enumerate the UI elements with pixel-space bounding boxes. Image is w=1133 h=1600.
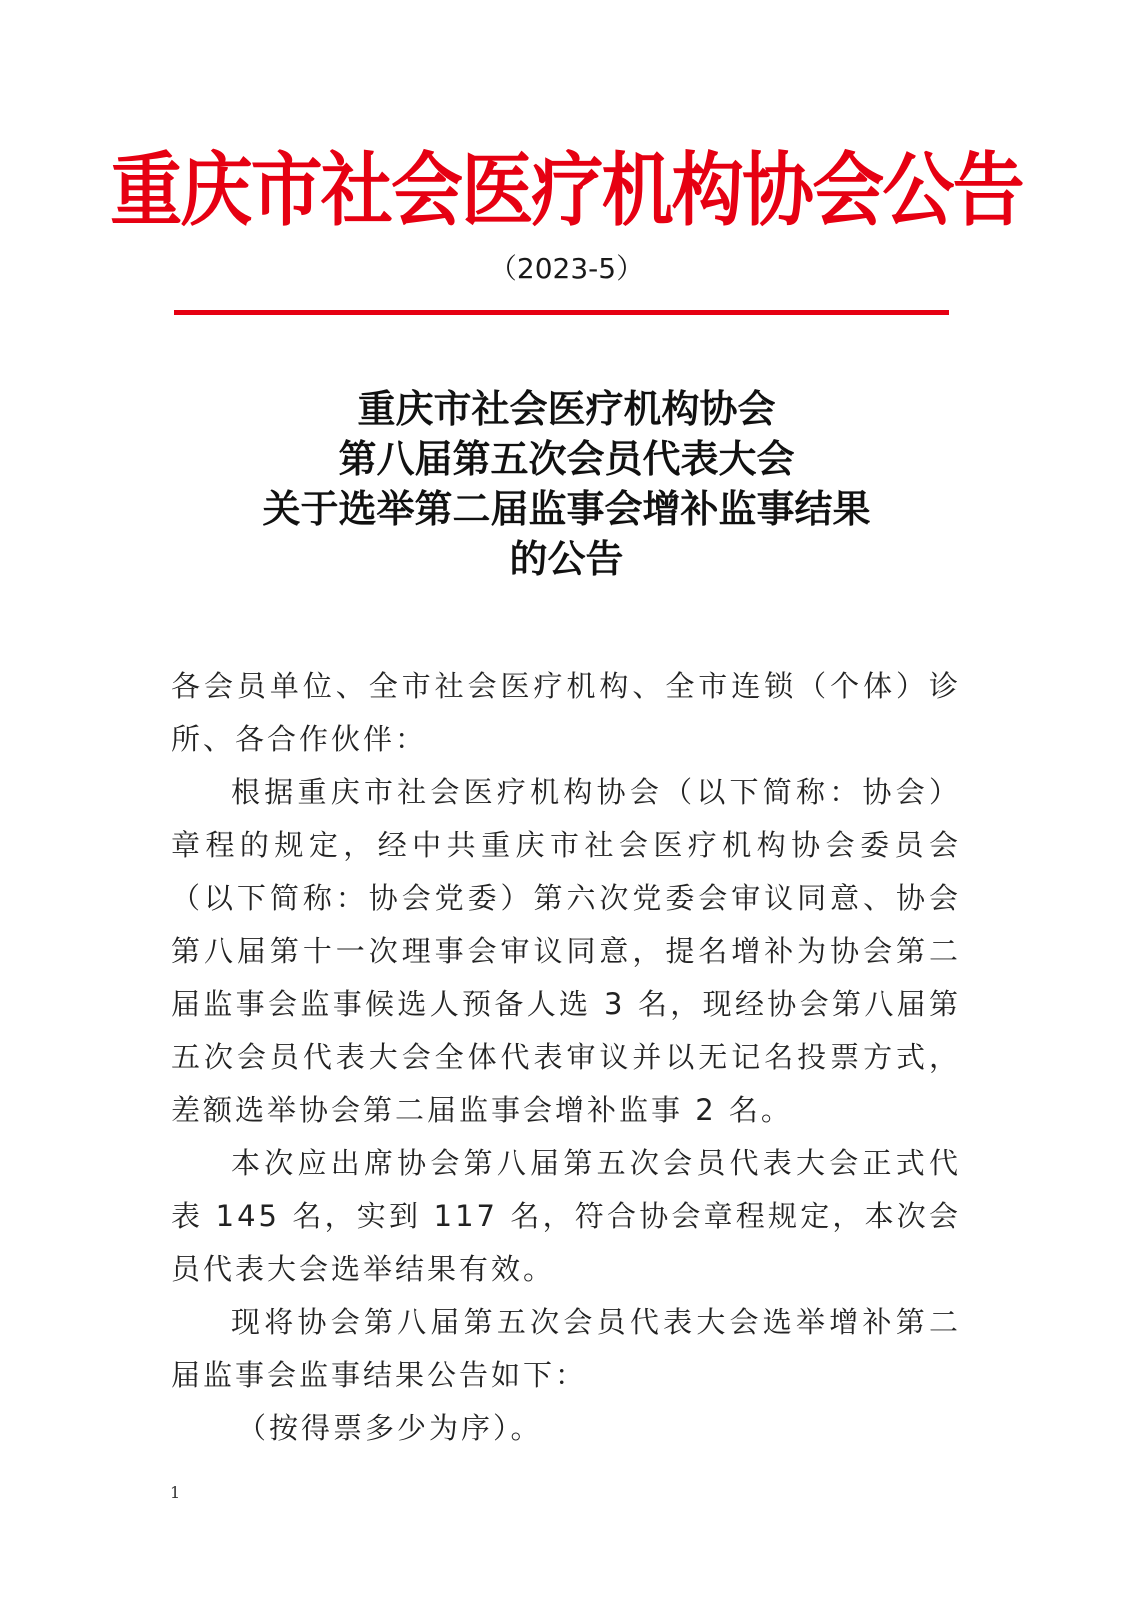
body-paragraph: 本次应出席协会第八届第五次会员代表大会正式代表 145 名，实到 117 名，符合协会章程规定，本次会员代表大会选举结果有效。 xyxy=(171,1146,961,1286)
notice-title-line: 重庆市社会医疗机构协会 xyxy=(357,386,776,431)
body-paragraph: 根据重庆市社会医疗机构协会（以下简称：协会）章程的规定，经中共重庆市社会医疗机构协会委员会（以下简称：协会党委）第六次党委会审议同意、协会第八届第十一次理事会审议同意，提名增补为协会第二届监事会监事候选人预备人选 3 名，现经协会第八届第五次会员代表大会全体代表审议并以无记名投票方式，差额选举协会第二届监事会增补监事 2 名。 xyxy=(171,775,961,1127)
notice-title xyxy=(0,384,1133,584)
salutation: 各会员单位、全市社会医疗机构、全市连锁（个体）诊所、各合作伙伴： xyxy=(171,669,961,756)
notice-title-line: 的公告 xyxy=(509,536,624,581)
notice-title-line: 关于选举第二届监事会增补监事结果 xyxy=(262,486,871,531)
red-divider-line xyxy=(174,310,949,315)
body-paragraph: （按得票多少为序）。 xyxy=(237,1411,543,1445)
body-paragraph: 现将协会第八届第五次会员代表大会选举增补第二届监事会监事结果公告如下： xyxy=(171,1305,961,1392)
notice-title-line: 第八届第五次会员代表大会 xyxy=(338,436,795,481)
announcement-header-title: 重庆市社会医疗机构协会公告 xyxy=(110,143,1023,237)
notice-body xyxy=(171,660,961,1455)
document-number: （2023-5） xyxy=(488,252,645,285)
page-number: 1 xyxy=(170,1483,181,1502)
